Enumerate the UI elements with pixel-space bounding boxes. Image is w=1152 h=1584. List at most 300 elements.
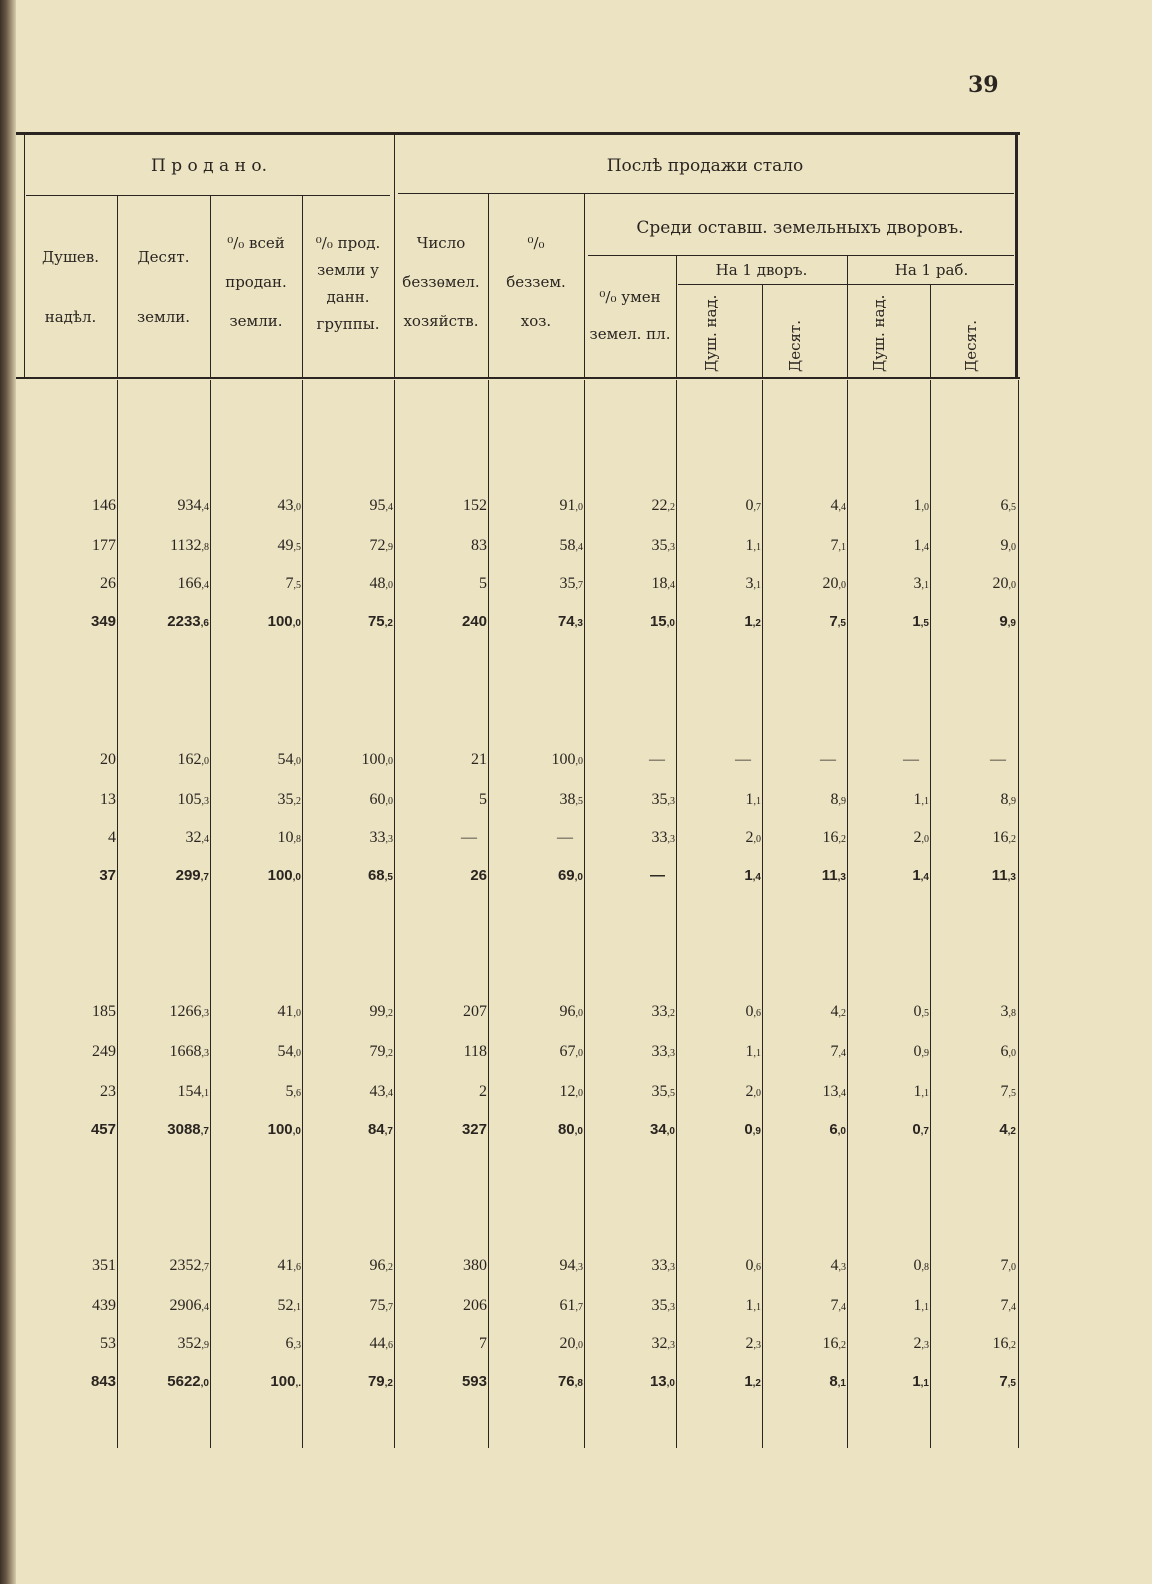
table-cell bbox=[756, 1373, 846, 1390]
cell-value: 20 bbox=[100, 751, 116, 768]
cell-value: 240 bbox=[461, 613, 487, 630]
cell-decimal: ,3 bbox=[201, 796, 209, 807]
cell-value: 75 bbox=[367, 613, 385, 630]
cell-decimal: ,4 bbox=[667, 580, 675, 591]
table-cell bbox=[585, 1121, 675, 1138]
cell-value: 1 bbox=[745, 791, 754, 808]
column-header-desyat-zemli: Десят. земли. bbox=[136, 248, 191, 326]
cell-decimal: ,2 bbox=[667, 502, 675, 513]
cell-decimal: ,8 bbox=[201, 542, 209, 553]
cell-decimal: ,7 bbox=[920, 1126, 929, 1137]
cell-decimal: ,2 bbox=[385, 1008, 393, 1019]
table-cell bbox=[671, 613, 761, 630]
cell-decimal: ,2 bbox=[838, 1340, 846, 1351]
cell-value: 7 bbox=[999, 1373, 1008, 1390]
table-cell bbox=[397, 1003, 487, 1021]
cell-value: 26 bbox=[470, 867, 487, 884]
subgroup-divider-rule bbox=[588, 255, 1014, 256]
cell-value: 1 bbox=[745, 1043, 754, 1060]
table-cell bbox=[926, 537, 1016, 555]
table-cell bbox=[26, 575, 116, 593]
column-header-pct-area-decrease: ⁰/₀ умен земел. пл. bbox=[589, 288, 671, 343]
column-header-yard-dush-nadel: Душ. над. bbox=[702, 294, 720, 372]
cell-decimal: ,8 bbox=[921, 1262, 929, 1273]
cell-decimal: ,0 bbox=[1008, 1048, 1016, 1059]
cell-decimal: ,4 bbox=[201, 834, 209, 845]
cell-decimal: ,0 bbox=[575, 1008, 583, 1019]
cell-decimal: ,0 bbox=[574, 872, 583, 883]
cell-value: 32 bbox=[651, 1335, 668, 1352]
cell-value: 6 bbox=[1000, 1043, 1009, 1060]
table-cell bbox=[839, 791, 929, 809]
table-cell bbox=[671, 537, 761, 555]
table-cell bbox=[671, 791, 761, 809]
table-cell bbox=[671, 497, 761, 515]
cell-value: 54 bbox=[277, 1043, 294, 1060]
cell-value: 439 bbox=[92, 1297, 116, 1314]
cell-value: 16 bbox=[992, 829, 1009, 846]
cell-value: 2233 bbox=[167, 613, 201, 630]
per-worker-header: На 1 раб. bbox=[894, 261, 969, 279]
table-cell bbox=[839, 1083, 929, 1101]
cell-decimal: ,2 bbox=[752, 618, 761, 629]
table-cell bbox=[211, 1335, 301, 1353]
cell-decimal: ,1 bbox=[293, 1302, 301, 1313]
cell-value: 99 bbox=[369, 1003, 386, 1020]
column-header-dush-nadel: Душев. надѣл. bbox=[41, 248, 100, 326]
cell-value: 54 bbox=[277, 751, 294, 768]
subgroup-divider-rule bbox=[678, 284, 1014, 285]
cell-value: 7 bbox=[1000, 1257, 1009, 1274]
cell-value: 5 bbox=[479, 575, 487, 592]
cell-value: 41 bbox=[277, 1257, 294, 1274]
table-cell bbox=[753, 829, 846, 847]
cell-value: 67 bbox=[559, 1043, 576, 1060]
table-cell bbox=[839, 1335, 929, 1353]
table-cell bbox=[26, 1083, 116, 1101]
cell-value: 3 bbox=[745, 575, 754, 592]
table-cell bbox=[119, 1003, 209, 1021]
group-divider-rule bbox=[26, 195, 390, 196]
cell-decimal: ,8 bbox=[574, 1378, 583, 1389]
cell-decimal: ,4 bbox=[575, 542, 583, 553]
table-cell bbox=[119, 1297, 209, 1315]
column-divider bbox=[1018, 380, 1019, 1448]
cell-value: 12 bbox=[559, 1083, 576, 1100]
cell-value: 0 bbox=[745, 1003, 754, 1020]
cell-value: 3 bbox=[1000, 1003, 1009, 1020]
cell-value: 146 bbox=[92, 497, 116, 514]
cell-value: 1 bbox=[744, 1373, 753, 1390]
cell-value: 49 bbox=[277, 537, 294, 554]
cell-value: 2 bbox=[745, 1335, 754, 1352]
cell-decimal: ,6 bbox=[753, 1262, 761, 1273]
cell-decimal: ,6 bbox=[200, 618, 209, 629]
cell-value: 11 bbox=[821, 867, 838, 884]
table-cell bbox=[303, 613, 393, 630]
cell-value: 352 bbox=[177, 1335, 202, 1352]
cell-value: 74 bbox=[557, 613, 575, 630]
table-cell bbox=[671, 1121, 761, 1138]
cell-value: — bbox=[990, 751, 1006, 768]
table-cell bbox=[926, 1083, 1016, 1101]
table-cell bbox=[26, 1121, 116, 1138]
cell-decimal: ,5 bbox=[1007, 1378, 1016, 1389]
cell-value: 95 bbox=[369, 497, 386, 514]
cell-value: 162 bbox=[177, 751, 202, 768]
table-cell bbox=[303, 1373, 393, 1390]
cell-decimal: ,7 bbox=[200, 1126, 209, 1137]
table-cell bbox=[756, 1121, 846, 1138]
cell-decimal: ,7 bbox=[753, 502, 761, 513]
cell-value: 11 bbox=[991, 867, 1008, 884]
table-cell bbox=[493, 497, 583, 515]
cell-decimal: ,0 bbox=[575, 502, 583, 513]
cell-decimal: ,0 bbox=[753, 1088, 761, 1099]
cell-value: 7 bbox=[830, 537, 839, 554]
cell-value: 79 bbox=[367, 1373, 385, 1390]
column-header-worker-dush-nadel: Душ. над. bbox=[870, 294, 888, 372]
table-cell bbox=[211, 1373, 301, 1390]
cell-decimal: ,4 bbox=[752, 872, 761, 883]
table-cell bbox=[839, 1121, 929, 1138]
table-cell bbox=[211, 791, 301, 809]
cell-decimal: ,4 bbox=[920, 872, 929, 883]
table-cell bbox=[397, 1335, 487, 1353]
table-cell bbox=[397, 751, 487, 769]
cell-decimal: ,5 bbox=[293, 580, 301, 591]
cell-value: — bbox=[650, 867, 665, 884]
column-divider bbox=[930, 285, 931, 377]
cell-decimal: ,0 bbox=[293, 756, 301, 767]
cell-decimal: ,1 bbox=[920, 1378, 929, 1389]
table-cell bbox=[671, 829, 761, 847]
table-cell bbox=[303, 1043, 393, 1061]
table-cell bbox=[303, 751, 393, 769]
cell-value: 53 bbox=[100, 1335, 116, 1352]
table-cell bbox=[397, 867, 487, 884]
cell-decimal: ,0 bbox=[575, 1340, 583, 1351]
table-cell bbox=[119, 613, 209, 630]
cell-value: 20 bbox=[822, 575, 839, 592]
per-yard-header: На 1 дворъ. bbox=[715, 261, 808, 279]
cell-value: 7 bbox=[830, 1297, 839, 1314]
table-cell bbox=[585, 1373, 675, 1390]
cell-value: 1 bbox=[913, 537, 922, 554]
cell-value: 96 bbox=[369, 1257, 386, 1274]
cell-value: 1 bbox=[912, 1373, 921, 1390]
cell-value: 3 bbox=[913, 575, 922, 592]
cell-decimal: ,5 bbox=[921, 1008, 929, 1019]
table-cell bbox=[585, 575, 675, 593]
table-cell bbox=[211, 1043, 301, 1061]
cell-decimal: ,1 bbox=[921, 1302, 929, 1313]
cell-value: 79 bbox=[369, 1043, 386, 1060]
table-cell bbox=[926, 1043, 1016, 1061]
cell-decimal: ,0 bbox=[201, 756, 209, 767]
cell-value: 33 bbox=[651, 1003, 668, 1020]
table-cell bbox=[211, 1257, 301, 1275]
cell-value: — bbox=[903, 751, 919, 768]
cell-decimal: ,4 bbox=[921, 542, 929, 553]
table-cell bbox=[839, 1297, 929, 1315]
cell-value: — bbox=[461, 829, 477, 846]
cell-value: 206 bbox=[463, 1297, 487, 1314]
table-cell bbox=[585, 1335, 675, 1353]
cell-value: 934 bbox=[177, 497, 202, 514]
cell-decimal: ,1 bbox=[753, 580, 761, 591]
cell-value: 8 bbox=[1000, 791, 1009, 808]
cell-decimal: ,0 bbox=[921, 502, 929, 513]
table-cell bbox=[26, 1003, 116, 1021]
table-cell bbox=[119, 1121, 209, 1138]
table-cell bbox=[839, 575, 929, 593]
table-cell bbox=[493, 1003, 583, 1021]
table-cell bbox=[585, 829, 675, 847]
table-cell bbox=[926, 575, 1016, 593]
cell-value: 38 bbox=[559, 791, 576, 808]
cell-value: 0 bbox=[912, 1121, 921, 1138]
cell-decimal: ,2 bbox=[752, 1378, 761, 1389]
cell-value: 351 bbox=[92, 1257, 116, 1274]
cell-decimal: ,5 bbox=[293, 542, 301, 553]
cell-value: 100 bbox=[551, 751, 576, 768]
cell-decimal: ,3 bbox=[667, 1262, 675, 1273]
cell-value: 96 bbox=[559, 1003, 576, 1020]
cell-value: 52 bbox=[277, 1297, 294, 1314]
table-cell bbox=[397, 537, 487, 555]
column-header-landless-pct: ⁰/₀ беззем. хоз. bbox=[506, 234, 566, 330]
table-cell bbox=[303, 1121, 393, 1138]
cell-value: 16 bbox=[822, 1335, 839, 1352]
table-cell bbox=[839, 829, 929, 847]
table-cell bbox=[211, 575, 301, 593]
cell-value: — bbox=[557, 829, 573, 846]
table-cell bbox=[483, 829, 573, 847]
cell-decimal: ,1 bbox=[753, 1048, 761, 1059]
table-cell bbox=[839, 497, 929, 515]
cell-decimal: ,5 bbox=[1008, 502, 1016, 513]
page-number: 39 bbox=[968, 72, 999, 98]
cell-value: 23 bbox=[100, 1083, 116, 1100]
cell-decimal: ,7 bbox=[384, 1126, 393, 1137]
cell-decimal: ,3 bbox=[838, 1262, 846, 1273]
table-cell bbox=[26, 1257, 116, 1275]
table-cell bbox=[26, 1297, 116, 1315]
table-cell bbox=[493, 613, 583, 630]
table-cell bbox=[119, 1257, 209, 1275]
table-cell bbox=[397, 1043, 487, 1061]
table-cell bbox=[303, 829, 393, 847]
cell-decimal: ,5 bbox=[920, 618, 929, 629]
table-cell bbox=[211, 867, 301, 884]
table-cell bbox=[671, 1003, 761, 1021]
table-cell bbox=[753, 1043, 846, 1061]
table-cell bbox=[119, 829, 209, 847]
table-cell bbox=[26, 751, 116, 769]
cell-value: 100 bbox=[270, 1373, 296, 1390]
table-cell bbox=[746, 751, 836, 769]
cell-decimal: ,2 bbox=[667, 1008, 675, 1019]
cell-value: 1 bbox=[913, 1297, 922, 1314]
cell-decimal: ,9 bbox=[752, 1126, 761, 1137]
cell-decimal: ,0 bbox=[838, 580, 846, 591]
cell-value: 9 bbox=[999, 613, 1008, 630]
cell-decimal: ,0 bbox=[293, 1008, 301, 1019]
table-cell bbox=[119, 1373, 209, 1390]
cell-value: 34 bbox=[649, 1121, 667, 1138]
cell-decimal: ,0 bbox=[575, 1088, 583, 1099]
cell-decimal: ,1 bbox=[753, 796, 761, 807]
table-cell bbox=[303, 1003, 393, 1021]
cell-decimal: ,0 bbox=[575, 756, 583, 767]
cell-decimal: ,0 bbox=[753, 834, 761, 845]
table-cell bbox=[829, 751, 919, 769]
cell-decimal: ,0 bbox=[293, 1048, 301, 1059]
cell-value: 5622 bbox=[167, 1373, 201, 1390]
cell-value: 1 bbox=[745, 537, 754, 554]
cell-decimal: ,2 bbox=[838, 1008, 846, 1019]
cell-value: 32 bbox=[185, 829, 202, 846]
cell-decimal: ,2 bbox=[293, 796, 301, 807]
cell-value: 72 bbox=[369, 537, 386, 554]
table-cell bbox=[26, 497, 116, 515]
cell-value: 299 bbox=[175, 867, 201, 884]
cell-value: 13 bbox=[100, 791, 116, 808]
cell-decimal: ,9 bbox=[385, 542, 393, 553]
table-cell bbox=[753, 1297, 846, 1315]
cell-value: — bbox=[649, 751, 665, 768]
cell-decimal: ,9 bbox=[838, 796, 846, 807]
cell-decimal: ,5 bbox=[1008, 1088, 1016, 1099]
cell-value: 100 bbox=[267, 1121, 293, 1138]
table-cell bbox=[926, 1121, 1016, 1138]
cell-decimal: ,1 bbox=[921, 580, 929, 591]
cell-decimal: ,7 bbox=[201, 1262, 209, 1273]
cell-value: 843 bbox=[90, 1373, 116, 1390]
cell-value: 33 bbox=[369, 829, 386, 846]
table-cell bbox=[753, 537, 846, 555]
table-cell bbox=[493, 1121, 583, 1138]
cell-decimal: ,0 bbox=[1008, 580, 1016, 591]
table-cell bbox=[585, 1083, 675, 1101]
cell-decimal: ,1 bbox=[838, 542, 846, 553]
table-cell bbox=[303, 537, 393, 555]
table-cell bbox=[303, 867, 393, 884]
table-cell bbox=[119, 575, 209, 593]
table-cell bbox=[397, 791, 487, 809]
cell-value: 33 bbox=[651, 1043, 668, 1060]
cell-value: 18 bbox=[651, 575, 668, 592]
table-cell bbox=[926, 1257, 1016, 1275]
table-cell bbox=[916, 751, 1006, 769]
cell-decimal: ,1 bbox=[201, 1088, 209, 1099]
table-cell bbox=[839, 1043, 929, 1061]
table-cell bbox=[303, 1257, 393, 1275]
cell-value: 100 bbox=[267, 613, 293, 630]
cell-value: 13 bbox=[649, 1373, 667, 1390]
column-divider bbox=[117, 380, 118, 1448]
cell-decimal: ,3 bbox=[574, 618, 583, 629]
table-cell bbox=[671, 1043, 761, 1061]
cell-value: 457 bbox=[90, 1121, 116, 1138]
cell-decimal: ,2 bbox=[1007, 1126, 1016, 1137]
cell-value: 9 bbox=[1000, 537, 1009, 554]
cell-value: 43 bbox=[369, 1083, 386, 1100]
table-cell bbox=[26, 1335, 116, 1353]
cell-decimal: ,0 bbox=[574, 1126, 583, 1137]
cell-value: 16 bbox=[992, 1335, 1009, 1352]
table-cell bbox=[575, 751, 665, 769]
table-cell bbox=[575, 867, 665, 884]
cell-decimal: ,2 bbox=[384, 618, 393, 629]
cell-value: 35 bbox=[277, 791, 294, 808]
column-header-worker-desyat: Десят. bbox=[962, 319, 980, 372]
cell-decimal: ,1 bbox=[921, 796, 929, 807]
cell-decimal: ,3 bbox=[667, 1048, 675, 1059]
cell-value: 37 bbox=[99, 867, 116, 884]
table-cell bbox=[397, 1121, 487, 1138]
cell-decimal: ,0 bbox=[575, 1048, 583, 1059]
cell-decimal: ,4 bbox=[385, 502, 393, 513]
table-cell bbox=[926, 1297, 1016, 1315]
cell-value: 44 bbox=[369, 1335, 386, 1352]
cell-value: 83 bbox=[471, 537, 487, 554]
cell-value: 1668 bbox=[169, 1043, 202, 1060]
table-cell bbox=[26, 613, 116, 630]
cell-decimal: ,1 bbox=[753, 1302, 761, 1313]
table-cell bbox=[26, 867, 116, 884]
cell-decimal: ,0 bbox=[921, 834, 929, 845]
cell-value: 94 bbox=[559, 1257, 576, 1274]
cell-value: 100 bbox=[267, 867, 293, 884]
cell-decimal: ,3 bbox=[201, 1008, 209, 1019]
cell-decimal: ,9 bbox=[1008, 796, 1016, 807]
cell-value: 2906 bbox=[169, 1297, 202, 1314]
table-cell bbox=[211, 1297, 301, 1315]
cell-decimal: ,9 bbox=[921, 1048, 929, 1059]
table-cell bbox=[397, 575, 487, 593]
cell-value: 6 bbox=[1000, 497, 1009, 514]
table-cell bbox=[397, 1257, 487, 1275]
cell-value: 1132 bbox=[170, 537, 202, 554]
cell-decimal: ,3 bbox=[667, 1302, 675, 1313]
cell-value: 327 bbox=[461, 1121, 487, 1138]
cell-decimal: ,8 bbox=[293, 834, 301, 845]
table-cell bbox=[493, 1257, 583, 1275]
cell-decimal: ,3 bbox=[667, 796, 675, 807]
cell-value: 8 bbox=[829, 1373, 838, 1390]
cell-value: 35 bbox=[651, 791, 668, 808]
cell-value: 8 bbox=[830, 791, 839, 808]
table-cell bbox=[26, 1043, 116, 1061]
cell-value: 69 bbox=[557, 867, 575, 884]
table-cell bbox=[753, 497, 846, 515]
cell-value: 13 bbox=[822, 1083, 839, 1100]
table-cell bbox=[756, 613, 846, 630]
cell-decimal: ,5 bbox=[667, 1088, 675, 1099]
column-header-pct-sold-group: ⁰/₀ прод. земли у данн. группы. bbox=[315, 234, 381, 333]
cell-decimal: ,2 bbox=[385, 1048, 393, 1059]
group-divider-rule bbox=[398, 193, 1014, 194]
cell-value: 1 bbox=[913, 791, 922, 808]
cell-value: 0 bbox=[745, 1257, 754, 1274]
table-cell bbox=[493, 575, 583, 593]
table-cell bbox=[671, 575, 761, 593]
cell-value: 61 bbox=[559, 1297, 576, 1314]
cell-value: 7 bbox=[830, 1043, 839, 1060]
table-cell bbox=[839, 1373, 929, 1390]
